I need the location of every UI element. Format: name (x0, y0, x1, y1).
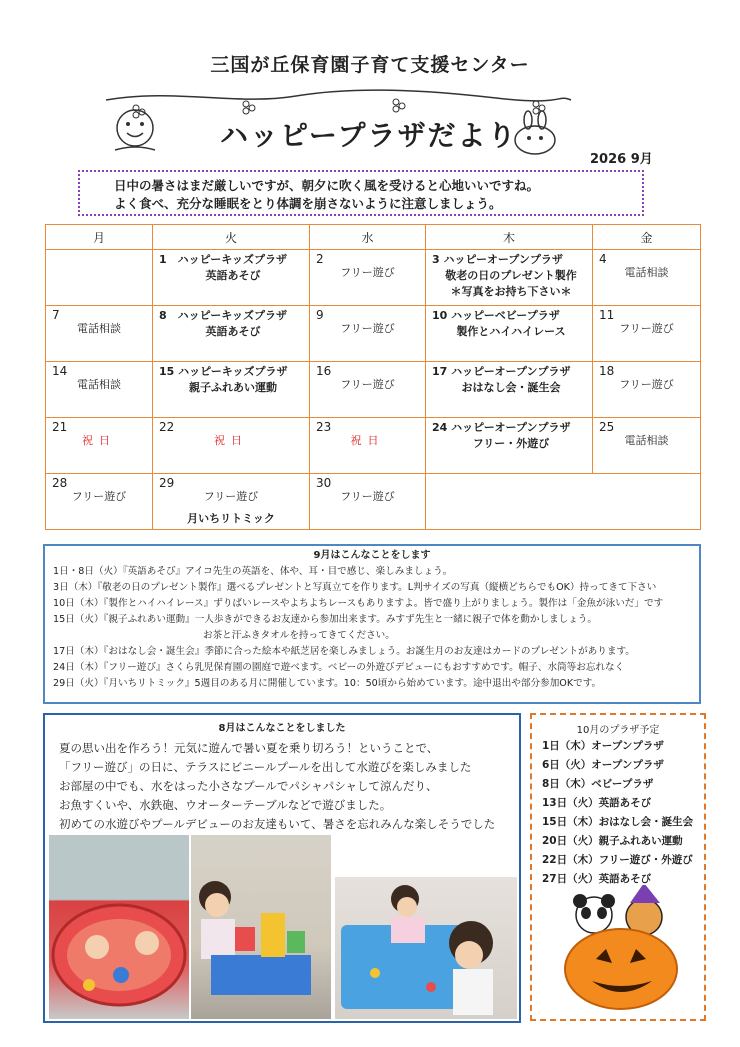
day-activity: フリー遊び (71, 490, 127, 503)
day-number: 29 (159, 476, 175, 490)
event-title: 10 ハッピーベビープラザ (432, 309, 560, 322)
greeting-line: 日中の暑さはまだ厳しいですが、朝夕に吹く風を受けると心地いいですね。 (114, 178, 540, 193)
calendar-day-cell (310, 474, 426, 530)
calendar-day-cell (46, 474, 153, 530)
calendar-body (46, 250, 701, 530)
plan-line: お茶と汗ふきタオルを持ってきてください。 (203, 630, 395, 641)
august-report-text (59, 739, 495, 834)
day-activity: フリー遊び (619, 378, 674, 391)
event-detail: 英語あそび (205, 269, 261, 282)
event-info (159, 308, 307, 340)
august-report-box (43, 713, 521, 1023)
calendar-day-cell (310, 362, 426, 418)
report-line: お部屋の中でも、水をはった小さなプールでパシャパシャして涼んだり、 (59, 779, 438, 793)
calendar-day-cell (153, 362, 310, 418)
october-schedule-title: 10月のプラザ予定 (576, 725, 660, 736)
day-activity: 電話相談 (624, 266, 669, 279)
plan-line: 1日・8日（火）『英語あそび』アイコ先生の英語を、体や、耳・目で感じ、楽しみましょう。 (53, 566, 453, 577)
event-title: 1 ハッピーキッズプラザ (159, 253, 287, 266)
calendar-day-cell (426, 362, 593, 418)
event-detail: 英語あそび (205, 325, 261, 338)
pool-play-photo (49, 835, 189, 1019)
event-title: 8 ハッピーキッズプラザ (159, 309, 287, 322)
calendar-day-cell (426, 250, 593, 306)
day-activity: フリー遊び (340, 322, 395, 335)
report-line: 夏の思い出を作ろう！元気に遊んで暑い夏を乗り切ろう！ということで、 (59, 741, 439, 755)
greeting-line: よく食べ、充分な睡眠をとり体調を崩さないように注意しましょう。 (114, 196, 502, 211)
september-plan-box (43, 544, 701, 704)
plan-line: 29日（火）『月いちリトミック』5週目のある月に開催しています。10：50頃から始めています。途中退出や部分参加OKです。 (53, 678, 602, 689)
issue-date: 2026 9月 (590, 152, 653, 167)
calendar-day-cell (593, 250, 701, 306)
smiling-flower-illustration (100, 100, 170, 160)
plan-line: 3日（木）『敬老の日のプレゼント製作』選べるプレゼントと写真立てを作ります。L判サイズの写真（縦横どちらでもOK）持ってきて下さい (53, 582, 657, 593)
event-detail: 敬老の日のプレゼント製作 (445, 269, 577, 282)
calendar-day-cell (426, 418, 593, 474)
september-plan-title: 9月はこんなことをします (313, 550, 431, 561)
calendar-day-cell (46, 306, 153, 362)
event-detail: フリー・外遊び (472, 437, 550, 450)
calendar-week-row (46, 306, 701, 362)
weekday-header-tue: 火 (153, 225, 310, 250)
day-number: 25 (599, 420, 615, 434)
event-info (432, 252, 590, 300)
schedule-item: 6日（火）オープンプラザ (542, 759, 664, 771)
weekday-header-fri: 金 (593, 225, 701, 250)
calendar-day-cell (593, 362, 701, 418)
calendar-day-cell (46, 418, 153, 474)
plan-line: 10日（木）『製作とハイハイレース』ずりばいレースやよちよちレースもありますよ。皆で盛り上がりましょう。製作は「金魚が泳いだ」です (53, 598, 664, 609)
event-info (432, 308, 590, 340)
day-number: 23 (316, 420, 332, 434)
august-report-title: 8月はこんなことをしました (218, 723, 346, 734)
schedule-item: 20日（火）親子ふれあい運動 (542, 835, 683, 847)
calendar-day-cell (46, 250, 153, 306)
event-title: 17 ハッピーオープンプラザ (432, 365, 571, 378)
calendar-header-row (46, 225, 701, 250)
schedule-item: 22日（木）フリー遊び・外遊び (542, 854, 693, 866)
calendar-day-cell (153, 474, 310, 530)
schedule-item: 27日（火）英語あそび (542, 873, 652, 885)
day-activity: 電話相談 (624, 434, 669, 447)
day-activity: フリー遊び (340, 266, 395, 279)
event-title: 3 ハッピーオープンプラザ (432, 253, 563, 266)
weekday-header-thu: 木 (426, 225, 593, 250)
calendar-week-row (46, 362, 701, 418)
day-number: 22 (159, 420, 175, 434)
calendar-day-cell (46, 362, 153, 418)
weekday-header-mon: 月 (46, 225, 153, 250)
day-number: 2 (316, 252, 324, 266)
day-number: 28 (52, 476, 68, 490)
calendar-day-cell (310, 418, 426, 474)
halloween-pumpkin-illustration (556, 885, 686, 1015)
report-line: お魚すくいや、水鉄砲、ウオーターテーブルなどで遊びました。 (59, 798, 392, 812)
report-line: 「フリー遊び」の日に、テラスにビニールプールを出して水遊びを楽しみました (59, 760, 472, 774)
calendar-day-cell (310, 306, 426, 362)
schedule-item: 8日（木）ベビープラザ (542, 778, 654, 790)
fish-scooping-photo (335, 877, 517, 1019)
newsletter-title: ハッピープラザだより (220, 119, 518, 152)
holiday-label: 祝日 (350, 434, 385, 447)
plan-line: 17日（木）『おはなし会・誕生会』季節に合った絵本や紙芝居を楽しみましょう。お誕生月のお友達はカードのプレゼントがあります。 (53, 646, 635, 657)
report-line: 初めての水遊びやプールデビューのお友達もいて、暑さを忘れみんな楽しそうでした (59, 817, 496, 831)
calendar-day-cell (593, 306, 701, 362)
organization-name: 三国が丘保育園子育て支援センター (210, 54, 530, 76)
holiday-label: 祝日 (214, 434, 248, 447)
event-detail: 製作とハイハイレース (456, 325, 566, 338)
water-table-photo (191, 835, 331, 1019)
day-number: 30 (316, 476, 332, 490)
calendar-day-cell (310, 250, 426, 306)
event-info (159, 364, 307, 396)
event-info (159, 252, 307, 284)
day-special-activity: 月いちリトミック (187, 512, 275, 525)
day-activity: フリー遊び (203, 490, 259, 503)
day-activity: フリー遊び (619, 322, 674, 335)
day-number: 21 (52, 420, 68, 434)
day-activity: 電話相談 (77, 378, 121, 391)
holiday-label: 祝日 (82, 434, 116, 447)
day-activity: 電話相談 (77, 322, 121, 335)
day-number: 11 (599, 308, 615, 322)
greeting-box (78, 170, 644, 216)
schedule-item: 13日（火）英語あそび (542, 797, 652, 809)
event-title: 24 ハッピーオープンプラザ (432, 421, 571, 434)
calendar-week-row (46, 250, 701, 306)
event-info (432, 364, 590, 396)
event-info (432, 420, 590, 452)
calendar-week-row (46, 418, 701, 474)
plan-line: 15日（火）『親子ふれあい運動』一人歩きができるお友達から参加出来ます。みすず先生と一緒に親子で体を動かしましょう。 (53, 614, 597, 625)
october-schedule-list (542, 737, 693, 889)
calendar-day-cell (153, 418, 310, 474)
event-detail: 親子ふれあい運動 (189, 381, 277, 394)
day-number: 16 (316, 364, 332, 378)
event-detail: おはなし会・誕生会 (461, 381, 561, 394)
day-number: 7 (52, 308, 60, 322)
calendar-empty-cell (426, 474, 701, 530)
event-title: 15 ハッピーキッズプラザ (159, 365, 288, 378)
calendar-week-row (46, 474, 701, 530)
day-number: 18 (599, 364, 615, 378)
plan-line: 24日（木）『フリー遊び』さくら乳児保育園の園庭で遊べます。ベビーの外遊びデビューにもおすすめです。帽子、水筒等お忘れなく (53, 662, 625, 673)
weekday-header-wed: 水 (310, 225, 426, 250)
event-detail: ＊写真をお持ち下さい＊ (450, 285, 572, 298)
day-activity: フリー遊び (340, 490, 395, 503)
calendar-day-cell (593, 418, 701, 474)
october-schedule-box (530, 713, 706, 1021)
calendar-day-cell (426, 306, 593, 362)
day-number: 9 (316, 308, 324, 322)
day-activity: フリー遊び (340, 378, 395, 391)
calendar-day-cell (153, 250, 310, 306)
calendar-day-cell (153, 306, 310, 362)
calendar-table (45, 224, 701, 530)
schedule-item: 1日（木）オープンプラザ (542, 740, 664, 752)
day-number: 14 (52, 364, 68, 378)
day-number: 4 (599, 252, 607, 266)
schedule-item: 15日（木）おはなし会・誕生会 (542, 816, 694, 828)
